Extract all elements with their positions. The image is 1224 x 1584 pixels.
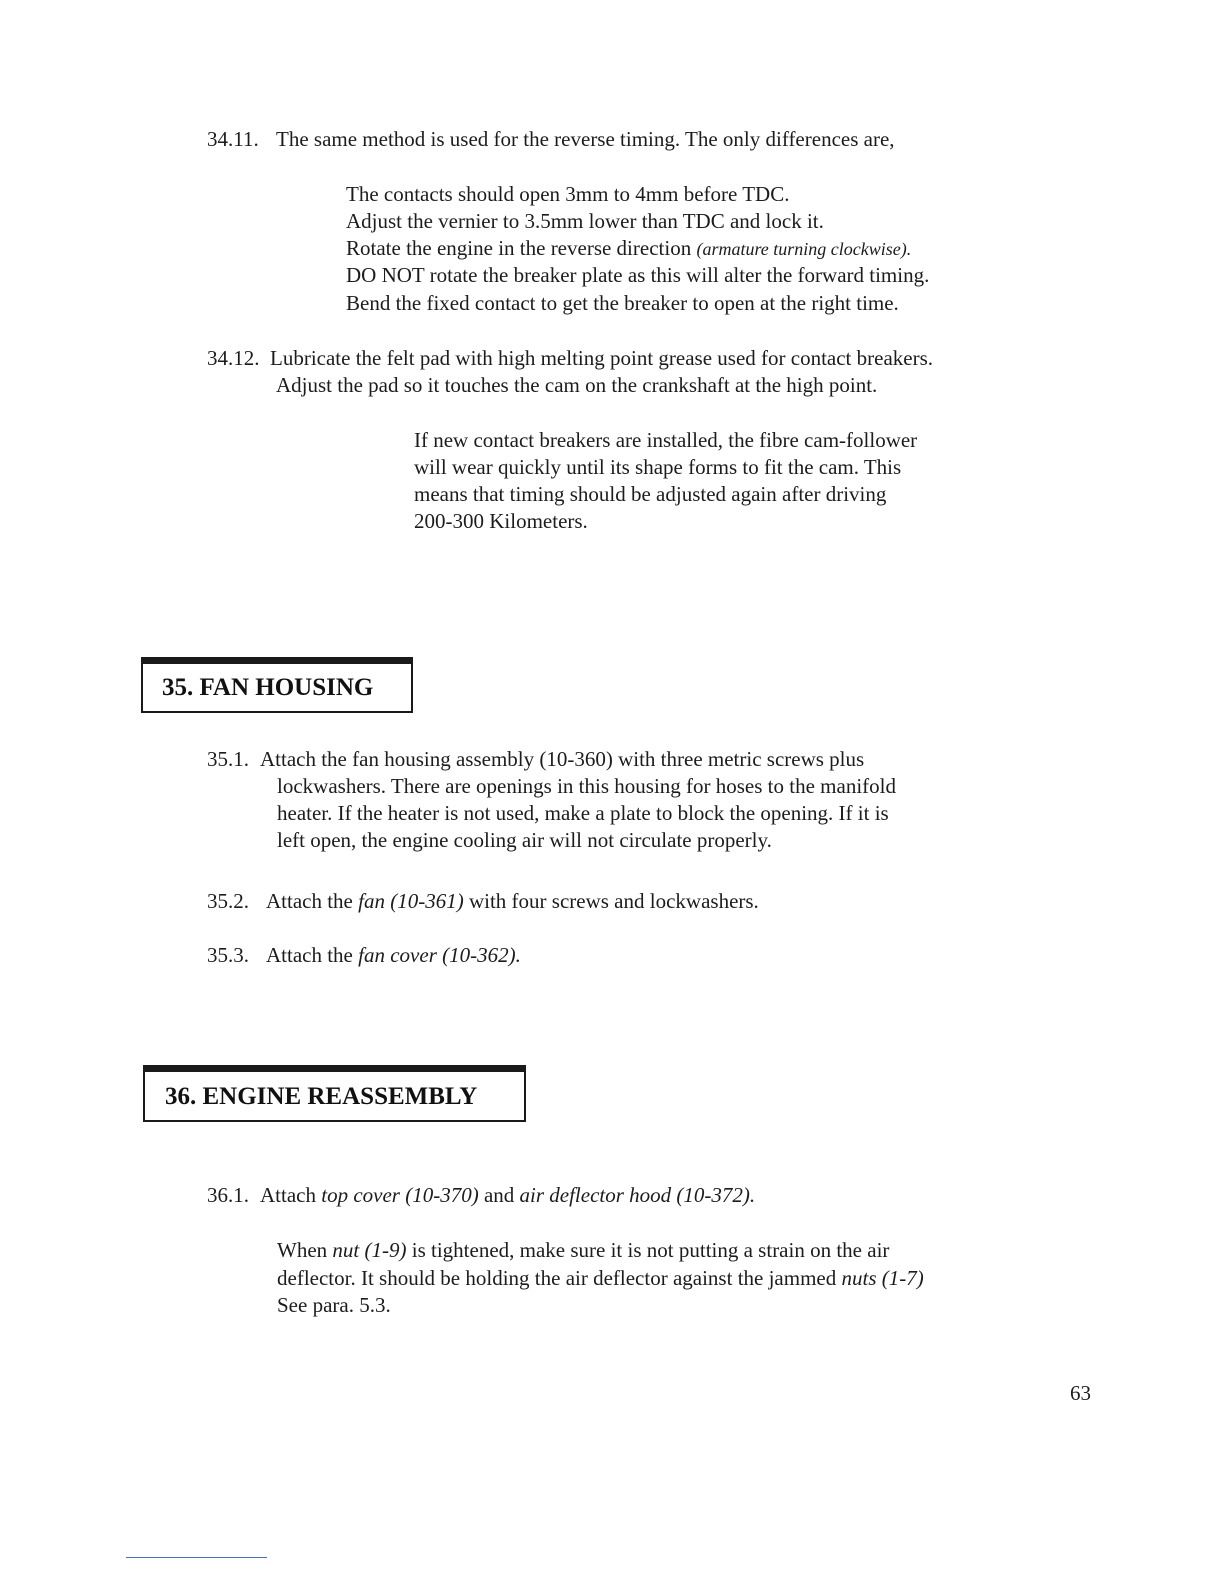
nut-note-line-2-a: deflector. It should be holding the air deflector against the jammed (277, 1266, 842, 1290)
para-35-2-text-a: Attach the (266, 889, 359, 913)
para-35-3-text-a: Attach the (266, 943, 359, 967)
reverse-timing-item-4: DO NOT rotate the breaker plate as this will alter the forward timing. (346, 263, 930, 287)
reverse-timing-item-3-text: Rotate the engine in the reverse direction (346, 236, 697, 260)
para-35-1-line-2: lockwashers. There are openings in this housing for hoses to the manifold (277, 774, 896, 798)
para-35-2-text (266, 888, 759, 915)
para-35-3-text (266, 942, 521, 969)
para-35-1-line-3: heater. If the heater is not used, make a plate to block the opening. If it is (277, 801, 889, 825)
para-34-12-number: 34.12. (207, 346, 260, 370)
reverse-timing-item-5: Bend the fixed contact to get the breaker to open at the right time. (346, 291, 899, 315)
nut-part-ref: nut (1-9) (332, 1238, 407, 1262)
section-36-title: 36. ENGINE REASSEMBLY (165, 1083, 478, 1110)
reverse-timing-item-3-note: (armature turning clockwise). (696, 239, 912, 259)
nut-note-line-3: See para. 5.3. (277, 1293, 391, 1317)
nut-note-line-2 (277, 1265, 924, 1292)
para-35-1-number: 35.1. (207, 747, 249, 771)
para-36-1-number: 36.1. (207, 1183, 249, 1207)
nut-note-line-1-c: is tightened, make sure it is not putting a strain on the air (406, 1238, 890, 1262)
reverse-timing-item-2: Adjust the vernier to 3.5mm lower than TDC and lock it. (346, 209, 824, 233)
section-35-title: 35. FAN HOUSING (162, 674, 374, 701)
reverse-timing-item-1: The contacts should open 3mm to 4mm before TDC. (346, 182, 790, 206)
contact-breaker-note-line-1: If new contact breakers are installed, the fibre cam-follower (414, 428, 918, 452)
para-34-11-number: 34.11. (207, 127, 259, 151)
page-number: 63 (1070, 1381, 1091, 1405)
para-35-1-line-1: Attach the fan housing assembly (10-360) with three metric screws plus (260, 747, 865, 771)
para-35-1-line-4: left open, the engine cooling air will not circulate properly. (277, 828, 772, 852)
para-34-11-text: The same method is used for the reverse timing. The only differences are, (276, 127, 895, 151)
reverse-timing-item-3 (346, 235, 911, 263)
section-35-header (141, 657, 413, 713)
footer-rule (126, 1557, 267, 1558)
nut-note-line-1 (277, 1237, 889, 1264)
para-35-2-number: 35.2. (207, 889, 249, 913)
contact-breaker-note-line-3: means that timing should be adjusted again after driving (414, 482, 887, 506)
para-34-12-line-1: Lubricate the felt pad with high melting point grease used for contact breakers. (270, 346, 934, 370)
para-36-1-text-c: and (478, 1183, 520, 1207)
para-35-3-number: 35.3. (207, 943, 249, 967)
contact-breaker-note-line-2: will wear quickly until its shape forms to fit the cam. This (414, 455, 902, 479)
nut-note-line-1-a: When (277, 1238, 333, 1262)
jammed-nuts-part-ref: nuts (1-7) (841, 1266, 924, 1290)
contact-breaker-note-line-4: 200-300 Kilometers. (414, 509, 588, 533)
air-deflector-hood-part-ref: air deflector hood (10-372). (519, 1183, 756, 1207)
top-cover-part-ref: top cover (10-370) (321, 1183, 479, 1207)
para-36-1-text-a: Attach (260, 1183, 322, 1207)
para-36-1-text (260, 1182, 755, 1209)
para-35-2-text-c: with four screws and lockwashers. (463, 889, 759, 913)
para-34-12-line-2: Adjust the pad so it touches the cam on the crankshaft at the high point. (276, 373, 878, 397)
section-36-header (143, 1065, 526, 1122)
fan-part-ref: fan (10-361) (358, 889, 464, 913)
fan-cover-part-ref: fan cover (10-362). (358, 943, 521, 967)
